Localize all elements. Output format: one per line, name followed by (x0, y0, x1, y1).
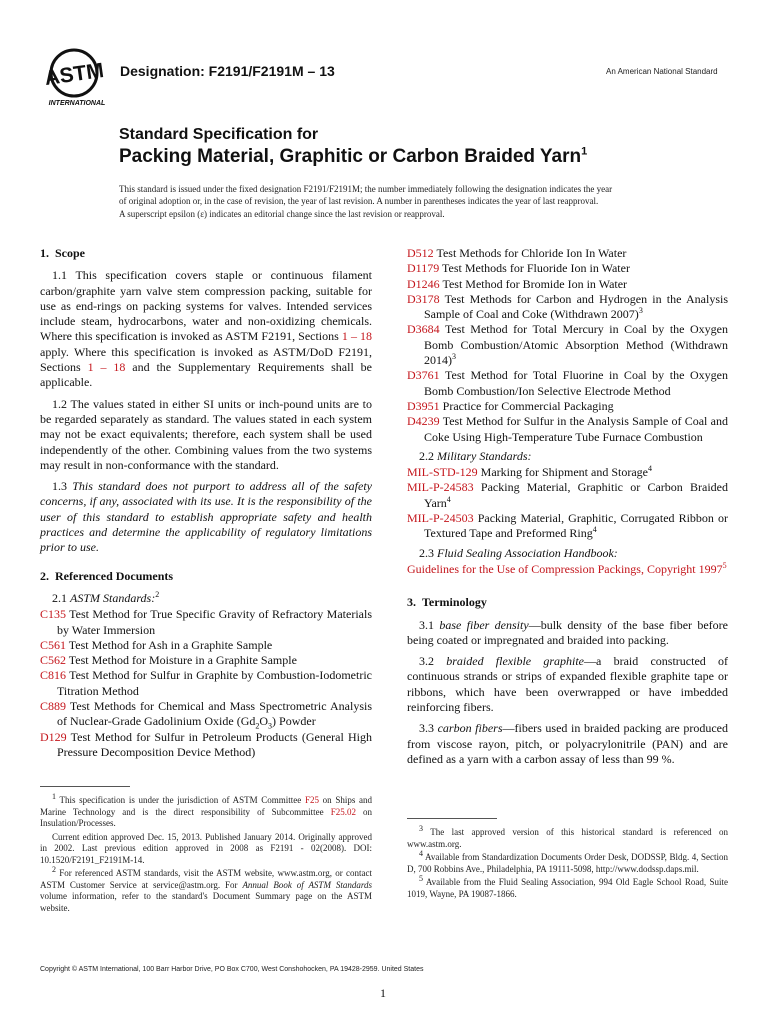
reference-code-link[interactable]: MIL-P-24583 (407, 480, 474, 495)
reference-code-link[interactable]: C816 (40, 668, 67, 683)
reference-item: C135 Test Method for True Specific Gravity of Refractory Materials by Water Immersion (40, 607, 372, 637)
military-standards-subheading: 2.2 Military Standards: (419, 448, 532, 463)
reference-code-link[interactable]: D3761 (407, 368, 440, 383)
sections-link[interactable]: 1 – 18 (341, 329, 373, 344)
preamble-line: of original adoption or, in the case of revision, the year of last revision. A number in parentheses indicates the year of last reapproval. (119, 196, 599, 207)
scope-paragraph-2: 1.2 The values stated in either SI units or inch-pound units are to be regarded separately as standard. The values stated in each system may not be exact equivalents; therefore, each system shall be used independently of the other. Combining values from the two systems may result in non-conformance with the standard. (40, 396, 372, 472)
left-column (40, 246, 372, 760)
astm-standards-subheading: 2.1 ASTM Standards:$^2$ (52, 589, 160, 605)
footnote-rule (407, 818, 497, 819)
designation-year: 13 (319, 63, 335, 79)
title-line-2 (119, 146, 587, 168)
reference-code-link[interactable]: D129 (40, 729, 67, 744)
footnote-1-edition: Current edition approved Dec. 15, 2013. Published January 2014. Originally approved in 2002. Last previous edition approved in 2008 as F2191 - 02(2008). DOI: 10.1520/F2191_F2191M-14. (40, 831, 372, 865)
designation-number: F2191/F2191M (208, 63, 304, 79)
term-definition: 3.1 base fiber density—bulk density of the base fiber before being coated or impregnated and braided into packing. (407, 617, 729, 647)
footnote-rule (40, 786, 130, 787)
reference-item: D129 Test Method for Sulfur in Petroleum Products (General High Pressure Decomposition Device Method) (40, 729, 372, 759)
reference-item: MIL-STD-129 Marking for Shipment and Storage$^4$ (407, 464, 652, 480)
reference-code-link[interactable]: C561 (40, 637, 67, 652)
reference-item: C889 Test Methods for Chemical and Mass Spectrometric Analysis of Nuclear-Grade Gadolinium Oxide $(Gd_2O_3)$ Powder (40, 699, 372, 731)
title-footnote-mark: 1 (581, 145, 588, 158)
footnote-5: $^5$ Available from the Fluid Sealing Association, 994 Old Eagle School Road, Suite 1019, Wayne, PA 19087-1866. (407, 874, 728, 899)
term-definition: 3.3 carbon fibers—fibers used in braided packing are produced from viscose rayon, pitch, or polyacrylonitrile (PAN) and are defined as a yarn with a carbon assay of less than 99 %. (407, 721, 728, 766)
reference-code-link[interactable]: D3178 (407, 291, 440, 306)
reference-item: D512 Test Methods for Chloride Ion In Water (407, 246, 627, 260)
reference-item: MIL-P-24583 Packing Material, Graphitic or Carbon Braided Yarn$^4$ (407, 480, 728, 510)
designation-dash: – (303, 63, 320, 79)
reference-item: D3761 Test Method for Total Fluorine in Coal by the Oxygen Bomb Combustion/Ion Selective Electrode Method (407, 368, 728, 398)
section-heading-scope: 1. Scope (40, 246, 85, 260)
reference-code-link[interactable]: MIL-P-24503 (407, 511, 474, 526)
committee-link[interactable]: F25 (304, 795, 319, 805)
footnote-1: $^1$ This specification is under the jurisdiction of ASTM Committee F25 on Ships and Marine Technology and is the direct responsibility of Subcommittee F25.02 on Insulation/Processes. (40, 792, 373, 828)
reference-code-link[interactable]: D1246 (407, 276, 440, 291)
footnote-2: $^2$ For referenced ASTM standards, visit the ASTM website, www.astm.org, or contact ASTM Customer Service at service@astm.org. For Annual Book of ASTM Standards volume information, refer to the standard's Document Summary page on the ASTM website. (40, 865, 372, 913)
right-column (407, 246, 728, 773)
reference-code-link[interactable]: D512 (407, 246, 434, 260)
preamble-line: A superscript epsilon (ε) indicates an editorial change since the last revision or reapproval. (119, 208, 445, 219)
term-definition: 3.2 braided flexible graphite—a braid constructed of continuous strands or strips of expanded flexible graphite tape or ribbons, which have been overwrapped or have imbedded reinforcing fibers. (407, 654, 729, 715)
footnotes-left (40, 792, 373, 916)
reference-item: D3951 Practice for Commercial Packaging (407, 398, 614, 413)
astm-logo (44, 47, 112, 107)
reference-code-link[interactable]: D3684 (407, 322, 440, 337)
title-text: Packing Material, Graphitic or Carbon Braided Yarn (119, 146, 582, 167)
fsa-guidelines-link[interactable]: Guidelines for the Use of Compression Packings, Copyright 1997 (407, 561, 723, 576)
footnotes-right (407, 824, 728, 902)
reference-code-link[interactable]: C889 (40, 699, 67, 714)
reference-item: D1246 Test Method for Bromide Ion in Water (407, 276, 628, 291)
title-line-1: Standard Specification for (119, 126, 319, 143)
logo-sub-text: INTERNATIONAL (48, 100, 106, 107)
subcommittee-link[interactable]: F25.02 (330, 806, 356, 817)
reference-code-link[interactable]: D1179 (407, 261, 440, 276)
logo-mark-text: ASTM (44, 58, 106, 91)
reference-code-link[interactable]: C562 (40, 653, 67, 668)
preamble-line: This standard is issued under the fixed designation F2191/F2191M; the number immediately following the designation indicates the year (119, 184, 613, 194)
section-heading-terminology: 3. Terminology (407, 595, 487, 610)
reference-item: C816 Test Method for Sulfur in Graphite by Combustion-Iodometric Titration Method (40, 668, 372, 698)
footnote-4: $^4$ Available from Standardization Documents Order Desk, DODSSP, Bldg. 4, Section D, 700 Robbins Ave., Philadelphia, PA 19111-5098, http://www.dodssp.daps.mil. (407, 849, 728, 874)
reference-item: C562 Test Method for Moisture in a Graphite Sample (40, 653, 297, 668)
scope-paragraph-1: 1.1 This specification covers staple or continuous filament carbon/graphite yarn valve stem compression packing, suitable for use as end-rings on packing systems for valves. Intended services include steam, hydrocarbons, water and non-oxidizing chemicals. Where this specification is invoked as ASTM F2191, Sections 1 – 18 apply. Where this specification is invoked as ASTM/DoD F2191, Sections 1 – 18 and the Supplementary Requirements shall be applicable. (40, 268, 373, 390)
reference-code-link[interactable]: D4239 (407, 414, 440, 429)
fsa-handbook-subheading: 2.3 Fluid Sealing Association Handbook: (419, 545, 618, 560)
sections-link[interactable]: 1 – 18 (87, 360, 126, 375)
reference-item: Guidelines for the Use of Compression Packings, Copyright 1997$^5$ (407, 560, 727, 576)
reference-item: D3684 Test Method for Total Mercury in Coal by the Oxygen Bomb Combustion/Atomic Absorption Method (Withdrawn 2014)$^3$ (407, 322, 728, 368)
reference-item: D1179 Test Methods for Fluoride Ion in Water (407, 261, 630, 276)
scope-paragraph-3: 1.3 This standard does not purport to address all of the safety concerns, if any, associated with its use. It is the responsibility of the user of this standard to establish appropriate safety and health practices and determine the applicability of regulatory limitations prior to use. (40, 479, 372, 555)
footnote-3: $^3$ The last approved version of this historical standard is referenced on www.astm.org. (407, 824, 728, 849)
designation-label: Designation: (120, 63, 205, 79)
reference-item: C561 Test Method for Ash in a Graphite Sample (40, 637, 273, 652)
preamble (119, 183, 659, 220)
reference-code-link[interactable]: C135 (40, 607, 67, 622)
section-heading-referenced-documents: 2. Referenced Documents (40, 568, 174, 583)
reference-code-link[interactable]: D3951 (407, 398, 440, 413)
national-standard-label: An American National Standard (606, 67, 718, 76)
page-number: 1 (380, 986, 386, 1000)
reference-item: D4239 Test Method for Sulfur in the Analysis Sample of Coal and Coke Using High-Temperature Tube Furnace Combustion (407, 414, 728, 444)
designation (120, 63, 335, 79)
reference-item: D3178 Test Methods for Carbon and Hydrogen in the Analysis Sample of Coal and Coke (Withdrawn 2007)$^3$ (407, 291, 728, 322)
copyright-notice: Copyright © ASTM International, 100 Barr Harbor Drive, PO Box C700, West Conshohocken, PA 19428-2959. United States (40, 966, 424, 973)
reference-item: MIL-P-24503 Packing Material, Graphitic, Corrugated Ribbon or Textured Tape and Preformed Ring$^4$ (407, 511, 728, 541)
reference-code-link[interactable]: MIL-STD-129 (407, 465, 478, 480)
